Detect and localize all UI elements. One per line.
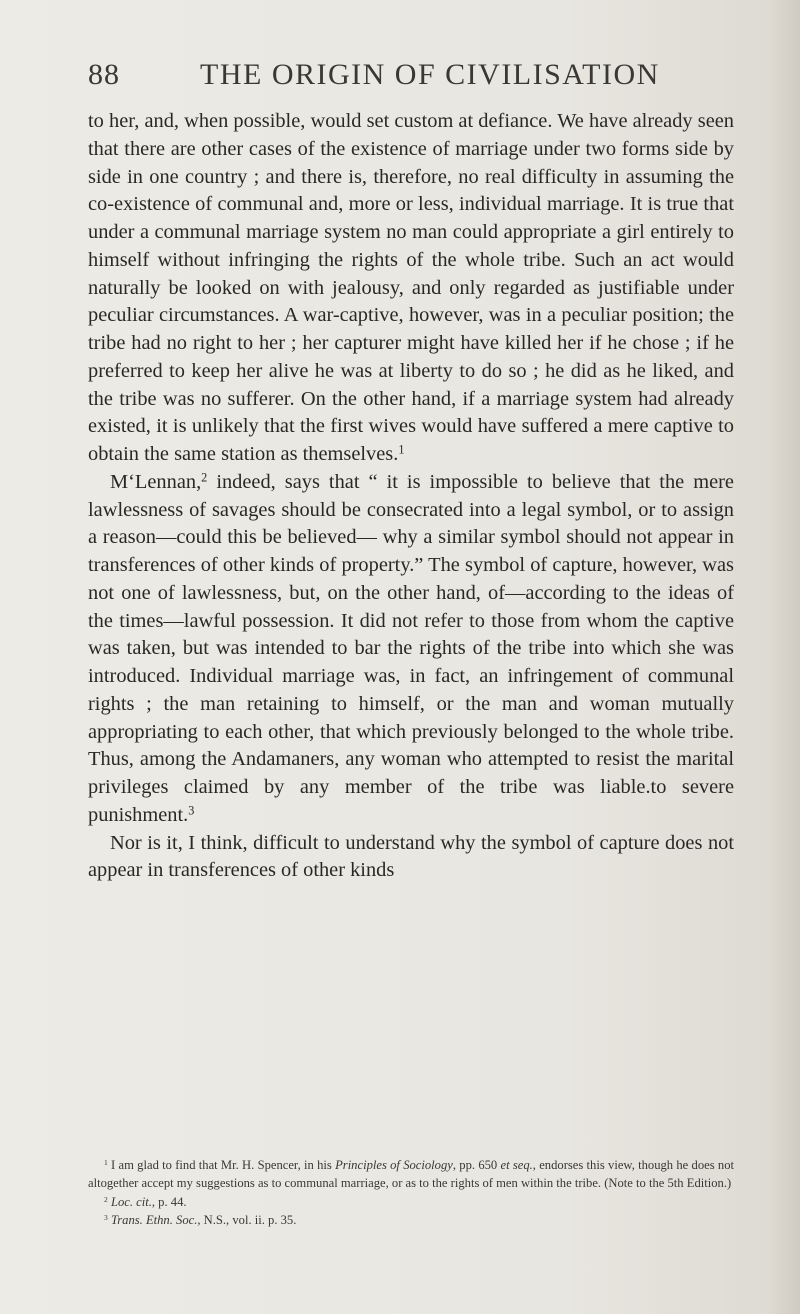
- footnote-3-rest: , N.S., vol. ii. p. 35.: [197, 1213, 297, 1228]
- footnote-3: [88, 1211, 734, 1229]
- footnote-2: [88, 1193, 734, 1211]
- footnote-2-page: , p. 44.: [151, 1194, 187, 1209]
- footnote-ref-3: 3: [188, 803, 195, 818]
- footnote-1-text-c: , endorses this view, though he does not altogether accept my suggestions as to communal marriage, or as to the rights of men within the tribe. (Note to the 5th Edition.): [88, 1158, 734, 1191]
- paragraph-1: [88, 108, 734, 469]
- paragraph-3: [88, 830, 734, 886]
- page-number: 88: [88, 58, 120, 91]
- paragraph-2-lead: M‘Lennan,: [110, 470, 202, 493]
- paragraph-2-text: indeed, says that “ it is impossible to believe that the mere lawlessness of savages should be consecrated into a legal symbol, or to assign a reason—could this be believed— why a similar symbol should not appear in transferences of other kinds of property.” The symbol of capture, however, was not one of lawlessness, but, on the other hand, of—according to the ideas of the times—lawful possession. It did not refer to those from whom the captive was taken, but was intended to bar the rights of the tribe into which she was introduced. Individual marriage was, in fact, an infringement of communal rights ; the man retaining to himself, or the man and woman mutually appropriating to each other, that which previously belonged to the whole tribe. Thus, among the Andamaners, any woman who attempted to resist the marital privileges claimed by any member of the tribe was liable.to severe punishment.: [88, 470, 734, 826]
- running-title: THE ORIGIN OF CIVILISATION: [200, 58, 660, 91]
- footnote-1-mark: 1: [104, 1157, 108, 1167]
- footnote-1-et-seq: et seq.: [500, 1158, 533, 1172]
- body-text: [88, 108, 734, 885]
- footnote-1-book-title: Principles of Sociology: [335, 1158, 453, 1172]
- footnote-1-text-a: I am glad to find that Mr. H. Spencer, in his: [107, 1158, 336, 1172]
- footnote-ref-1: 1: [398, 442, 405, 457]
- footnote-ref-2: 2: [201, 470, 208, 485]
- footnote-1: [88, 1156, 734, 1193]
- running-head: [88, 58, 708, 98]
- paragraph-1-text: to her, and, when possible, would set custom at defiance. We have already seen that there are other cases of the existence of marriage under two forms side by side in one country ; and there is, therefore, no real difficulty in assuming the co-existence of communal and, more or less, individual marriage. It is true that under a communal marriage system no man could appropriate a girl entirely to himself without infringing the rights of the whole tribe. Such an act would naturally be looked on with jealousy, and only regarded as justifiable under peculiar circumstances. A war-captive, however, was in a peculiar position; the tribe had no right to her ; her capturer might have killed her if he chose ; if he preferred to keep her alive he was at liberty to do so ; he did as he liked, and the tribe was no sufferer. On the other hand, if a marriage system had already existed, it is unlikely that the first wives would have suffered a mere captive to obtain the same station as themselves.: [88, 110, 734, 465]
- paragraph-2: [88, 469, 734, 830]
- footnote-2-mark: 2: [104, 1194, 108, 1204]
- footnote-3-ref: Trans. Ethn. Soc.: [110, 1213, 198, 1228]
- footnote-2-ref: Loc. cit.: [110, 1194, 152, 1209]
- footnote-3-mark: 3: [104, 1213, 108, 1223]
- footnotes: [88, 1156, 734, 1230]
- paragraph-3-text: Nor is it, I think, difficult to understand why the symbol of capture does not appear in transferences of other kinds: [88, 831, 734, 882]
- footnote-1-text-b: , pp. 650: [452, 1158, 501, 1172]
